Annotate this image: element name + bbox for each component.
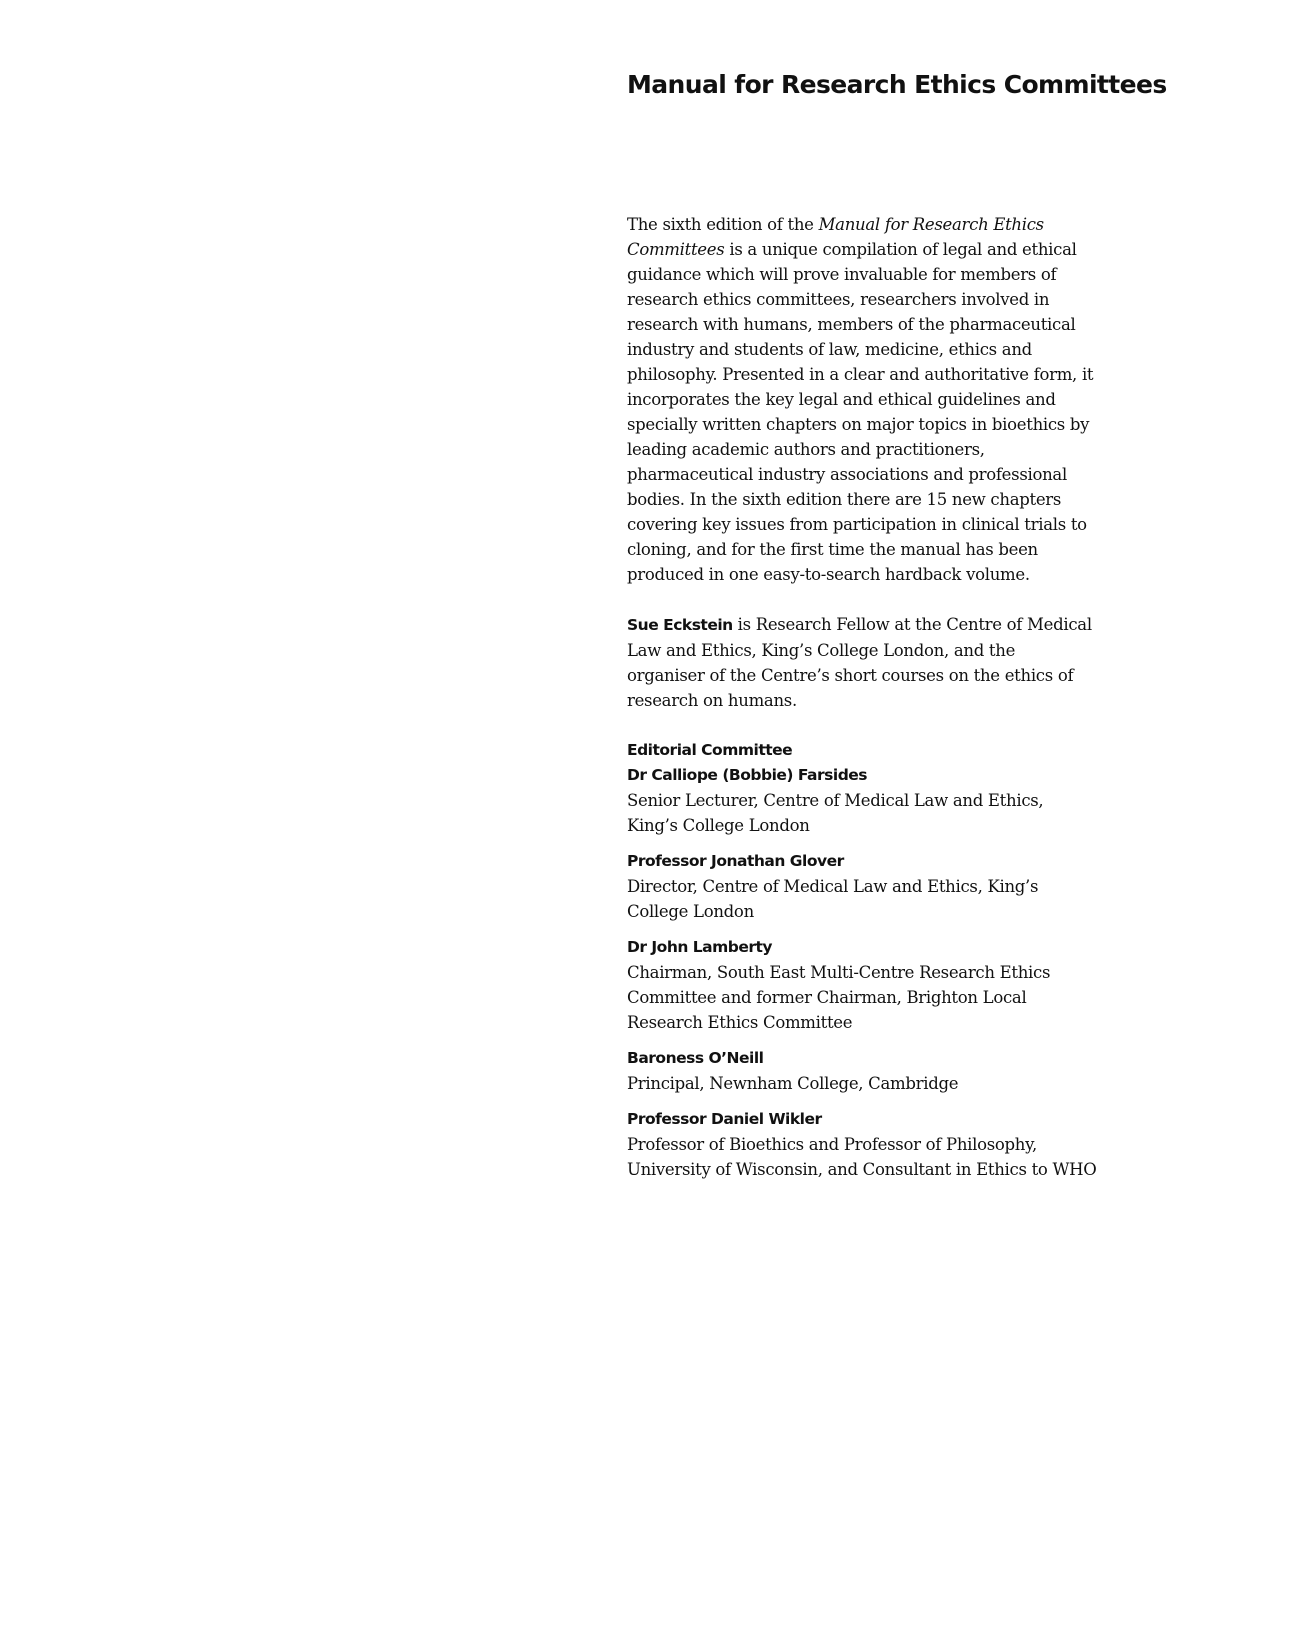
author-bio-text: is Research Fellow at the Centre of Medical Law and Ethics, King’s College London, and the organiser of the Centre’s short courses on the ethics of research on humans. xyxy=(627,615,1092,710)
committee-member xyxy=(627,763,1097,838)
member-name: Professor Daniel Wikler xyxy=(627,1110,822,1128)
description-book-title: Manual for Research Ethics Committees xyxy=(627,215,1044,259)
committee-member xyxy=(627,849,1097,924)
committee-list xyxy=(627,763,1097,1182)
committee-member xyxy=(627,935,1097,1035)
member-name: Dr John Lamberty xyxy=(627,938,773,956)
author-name: Sue Eckstein xyxy=(627,616,733,634)
member-role-line: Senior Lecturer, Centre of Medical Law and Ethics, xyxy=(627,791,1044,810)
book-description xyxy=(627,212,1097,587)
description-body: is a unique compilation of legal and ethical guidance which will prove invaluable for members of research ethics committees, researchers involved in research with humans, members of the pharmaceutical industry and students of law, medicine, ethics and philosophy. Presented in a clear and authoritative form, it incorporates the key legal and ethical guidelines and specially written chapters on major topics in bioethics by leading academic authors and practitioners, pharmaceutical industry associations and professional bodies. In the sixth edition there are 15 new chapters covering key issues from participation in clinical trials to cloning, and for the first time the manual has been produced in one easy-to-search hardback volume. xyxy=(627,240,1094,584)
member-name: Dr Calliope (Bobbie) Farsides xyxy=(627,766,868,784)
page-title: Manual for Research Ethics Committees xyxy=(627,70,1167,99)
page-content xyxy=(627,212,1097,1193)
author-bio xyxy=(627,612,1097,713)
committee-member xyxy=(627,1046,1097,1096)
member-name: Baroness O’Neill xyxy=(627,1049,764,1067)
member-role: Director, Centre of Medical Law and Ethics, King’s College London xyxy=(627,877,1039,921)
member-name: Professor Jonathan Glover xyxy=(627,852,844,870)
committee-heading: Editorial Committee xyxy=(627,741,793,759)
member-role: Principal, Newnham College, Cambridge xyxy=(627,1074,959,1093)
committee-member xyxy=(627,1107,1097,1182)
member-role: Professor of Bioethics and Professor of Philosophy, University of Wisconsin, and Consultant in Ethics to WHO xyxy=(627,1135,1097,1179)
member-role: Chairman, South East Multi-Centre Research Ethics Committee and former Chairman, Brighton Local Research Ethics Committee xyxy=(627,963,1051,1032)
member-role-line: King’s College London xyxy=(627,816,810,835)
description-intro: The sixth edition of the xyxy=(627,215,819,234)
